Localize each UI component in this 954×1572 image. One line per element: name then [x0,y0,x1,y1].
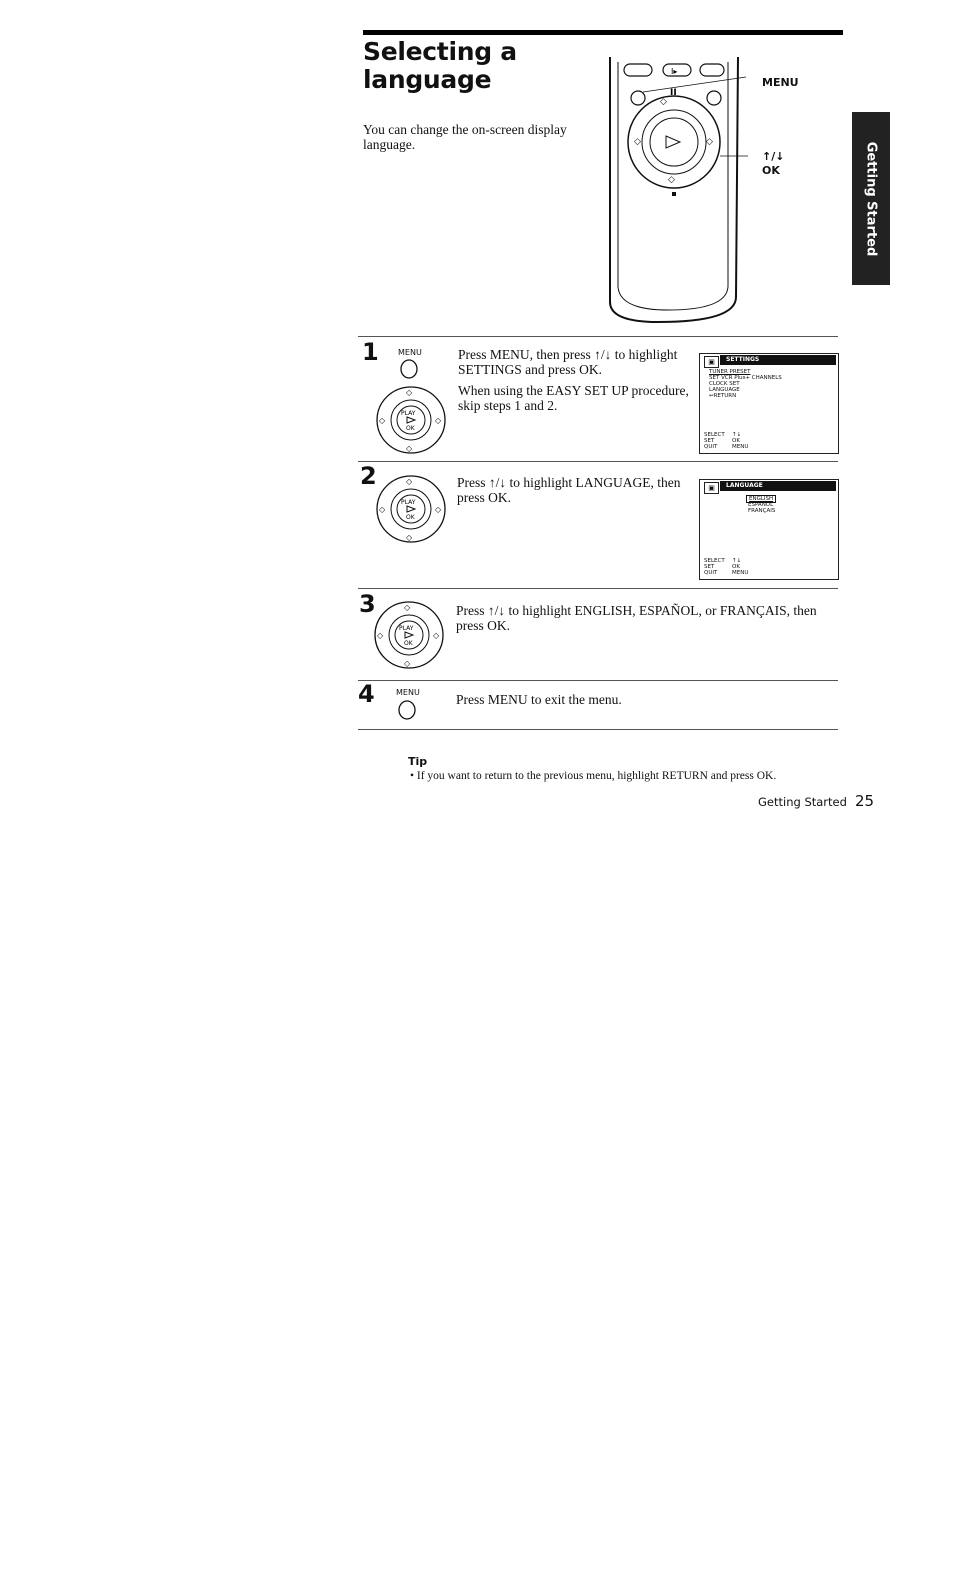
language-screen [699,479,839,580]
dpad-icon [373,600,445,670]
svg-text:◇: ◇ [435,505,442,514]
title-line-2: language [363,65,492,94]
svg-text:◇: ◇ [660,96,667,106]
svg-text:◇: ◇ [435,416,442,425]
step-number-1: 1 [362,338,379,366]
side-tab [852,112,890,285]
title-line-1: Selecting a [363,37,517,66]
settings-icon: ▣ [704,356,719,368]
divider [358,680,838,681]
dpad-icon [375,474,447,544]
remote-control-illustration [598,52,748,327]
screen-1-footer-key: MENU [732,444,749,450]
screen-1-header: SETTINGS [720,355,836,365]
svg-text:◇: ◇ [433,631,440,640]
svg-text:◇: ◇ [404,659,411,668]
divider [358,588,838,589]
svg-text:OK: OK [406,514,415,521]
tip-text: • If you want to return to the previous menu, highlight RETURN and press OK. [410,770,777,782]
svg-text:◇: ◇ [406,388,413,397]
step-2-text: Press ↑/↓ to highlight LANGUAGE, then press OK. [457,475,681,505]
screen-2-footer-key: ↑↓ [732,558,742,564]
menu-button-label: MENU [398,348,422,357]
screen-1-footer-label: SET [704,438,715,444]
intro-text: You can change the on-screen display language. [363,122,567,152]
remote-button-1 [624,64,652,76]
screen-2-footer-label: QUIT [704,570,718,576]
step-1-note: When using the EASY SET UP procedure, skip steps 1 and 2. [458,383,689,413]
screen-2-footer-key: MENU [732,570,749,576]
screen-2-footer-label: SELECT [704,558,725,564]
settings-icon: ▣ [704,482,719,494]
svg-text:I▸: I▸ [671,67,678,76]
remote-label-arrows: ↑/↓ [762,150,785,163]
step-number-2: 2 [360,462,377,490]
svg-text:OK: OK [406,425,415,432]
svg-text:◇: ◇ [406,444,413,453]
footer-section: Getting Started [758,795,847,809]
svg-text:◇: ◇ [406,477,413,486]
page-title [363,38,517,94]
screen-2-item: ENGLISH [746,495,776,503]
step-4-text: Press MENU to exit the menu. [456,692,622,707]
page-number: 25 [855,792,875,810]
dpad-icon [375,385,447,455]
divider [358,336,838,337]
svg-text:PLAY: PLAY [401,499,416,506]
divider [358,461,838,462]
screen-1-item: CLOCK SET [709,381,740,387]
settings-screen [699,353,839,454]
step-3-text: Press ↑/↓ to highlight ENGLISH, ESPAÑOL, or FRANÇAIS, then press OK. [456,603,817,633]
menu-button-label: MENU [396,688,420,697]
step-number-3: 3 [359,590,376,618]
menu-button-icon [631,91,645,105]
screen-2-header: LANGUAGE [720,481,836,491]
screen-1-item: LANGUAGE [709,387,740,393]
screen-2-footer-key: OK [732,564,740,570]
tip-heading: Tip [408,755,428,768]
title-rule [363,30,843,35]
svg-text:OK: OK [404,640,413,647]
screen-1-footer-label: QUIT [704,444,718,450]
side-tab-label: Getting Started [863,141,879,256]
menu-button-icon [397,700,417,720]
remote-label-ok: OK [762,164,780,177]
svg-text:◇: ◇ [634,136,641,146]
screen-1-footer-label: SELECT [704,432,725,438]
svg-text:◇: ◇ [706,136,713,146]
remote-label-menu: MENU [762,76,799,89]
screen-2-item: ESPAÑOL [748,502,774,508]
screen-1-item: SET VCR Plus+ CHANNELS [709,375,782,381]
step-number-4: 4 [358,680,375,708]
svg-text:PLAY: PLAY [399,625,414,632]
svg-text:◇: ◇ [377,631,384,640]
svg-text:◇: ◇ [668,174,675,184]
screen-2-footer-label: SET [704,564,715,570]
screen-1-item: ↩RETURN [709,393,737,399]
screen-1-footer-key: OK [732,438,740,444]
svg-text:◇: ◇ [379,416,386,425]
svg-text:◇: ◇ [379,505,386,514]
step-1-text: Press MENU, then press ↑/↓ to highlight SETTINGS and press OK. [458,347,678,377]
divider [358,729,838,730]
play-label: PLAY [401,410,416,417]
screen-2-item: FRANÇAIS [748,508,776,514]
svg-text:◇: ◇ [404,603,411,612]
menu-button-icon [399,359,419,379]
screen-1-item: TUNER PRESET [709,369,751,375]
svg-text:II: II [670,88,677,98]
screen-1-footer-key: ↑↓ [732,432,742,438]
svg-text:◇: ◇ [406,533,413,542]
